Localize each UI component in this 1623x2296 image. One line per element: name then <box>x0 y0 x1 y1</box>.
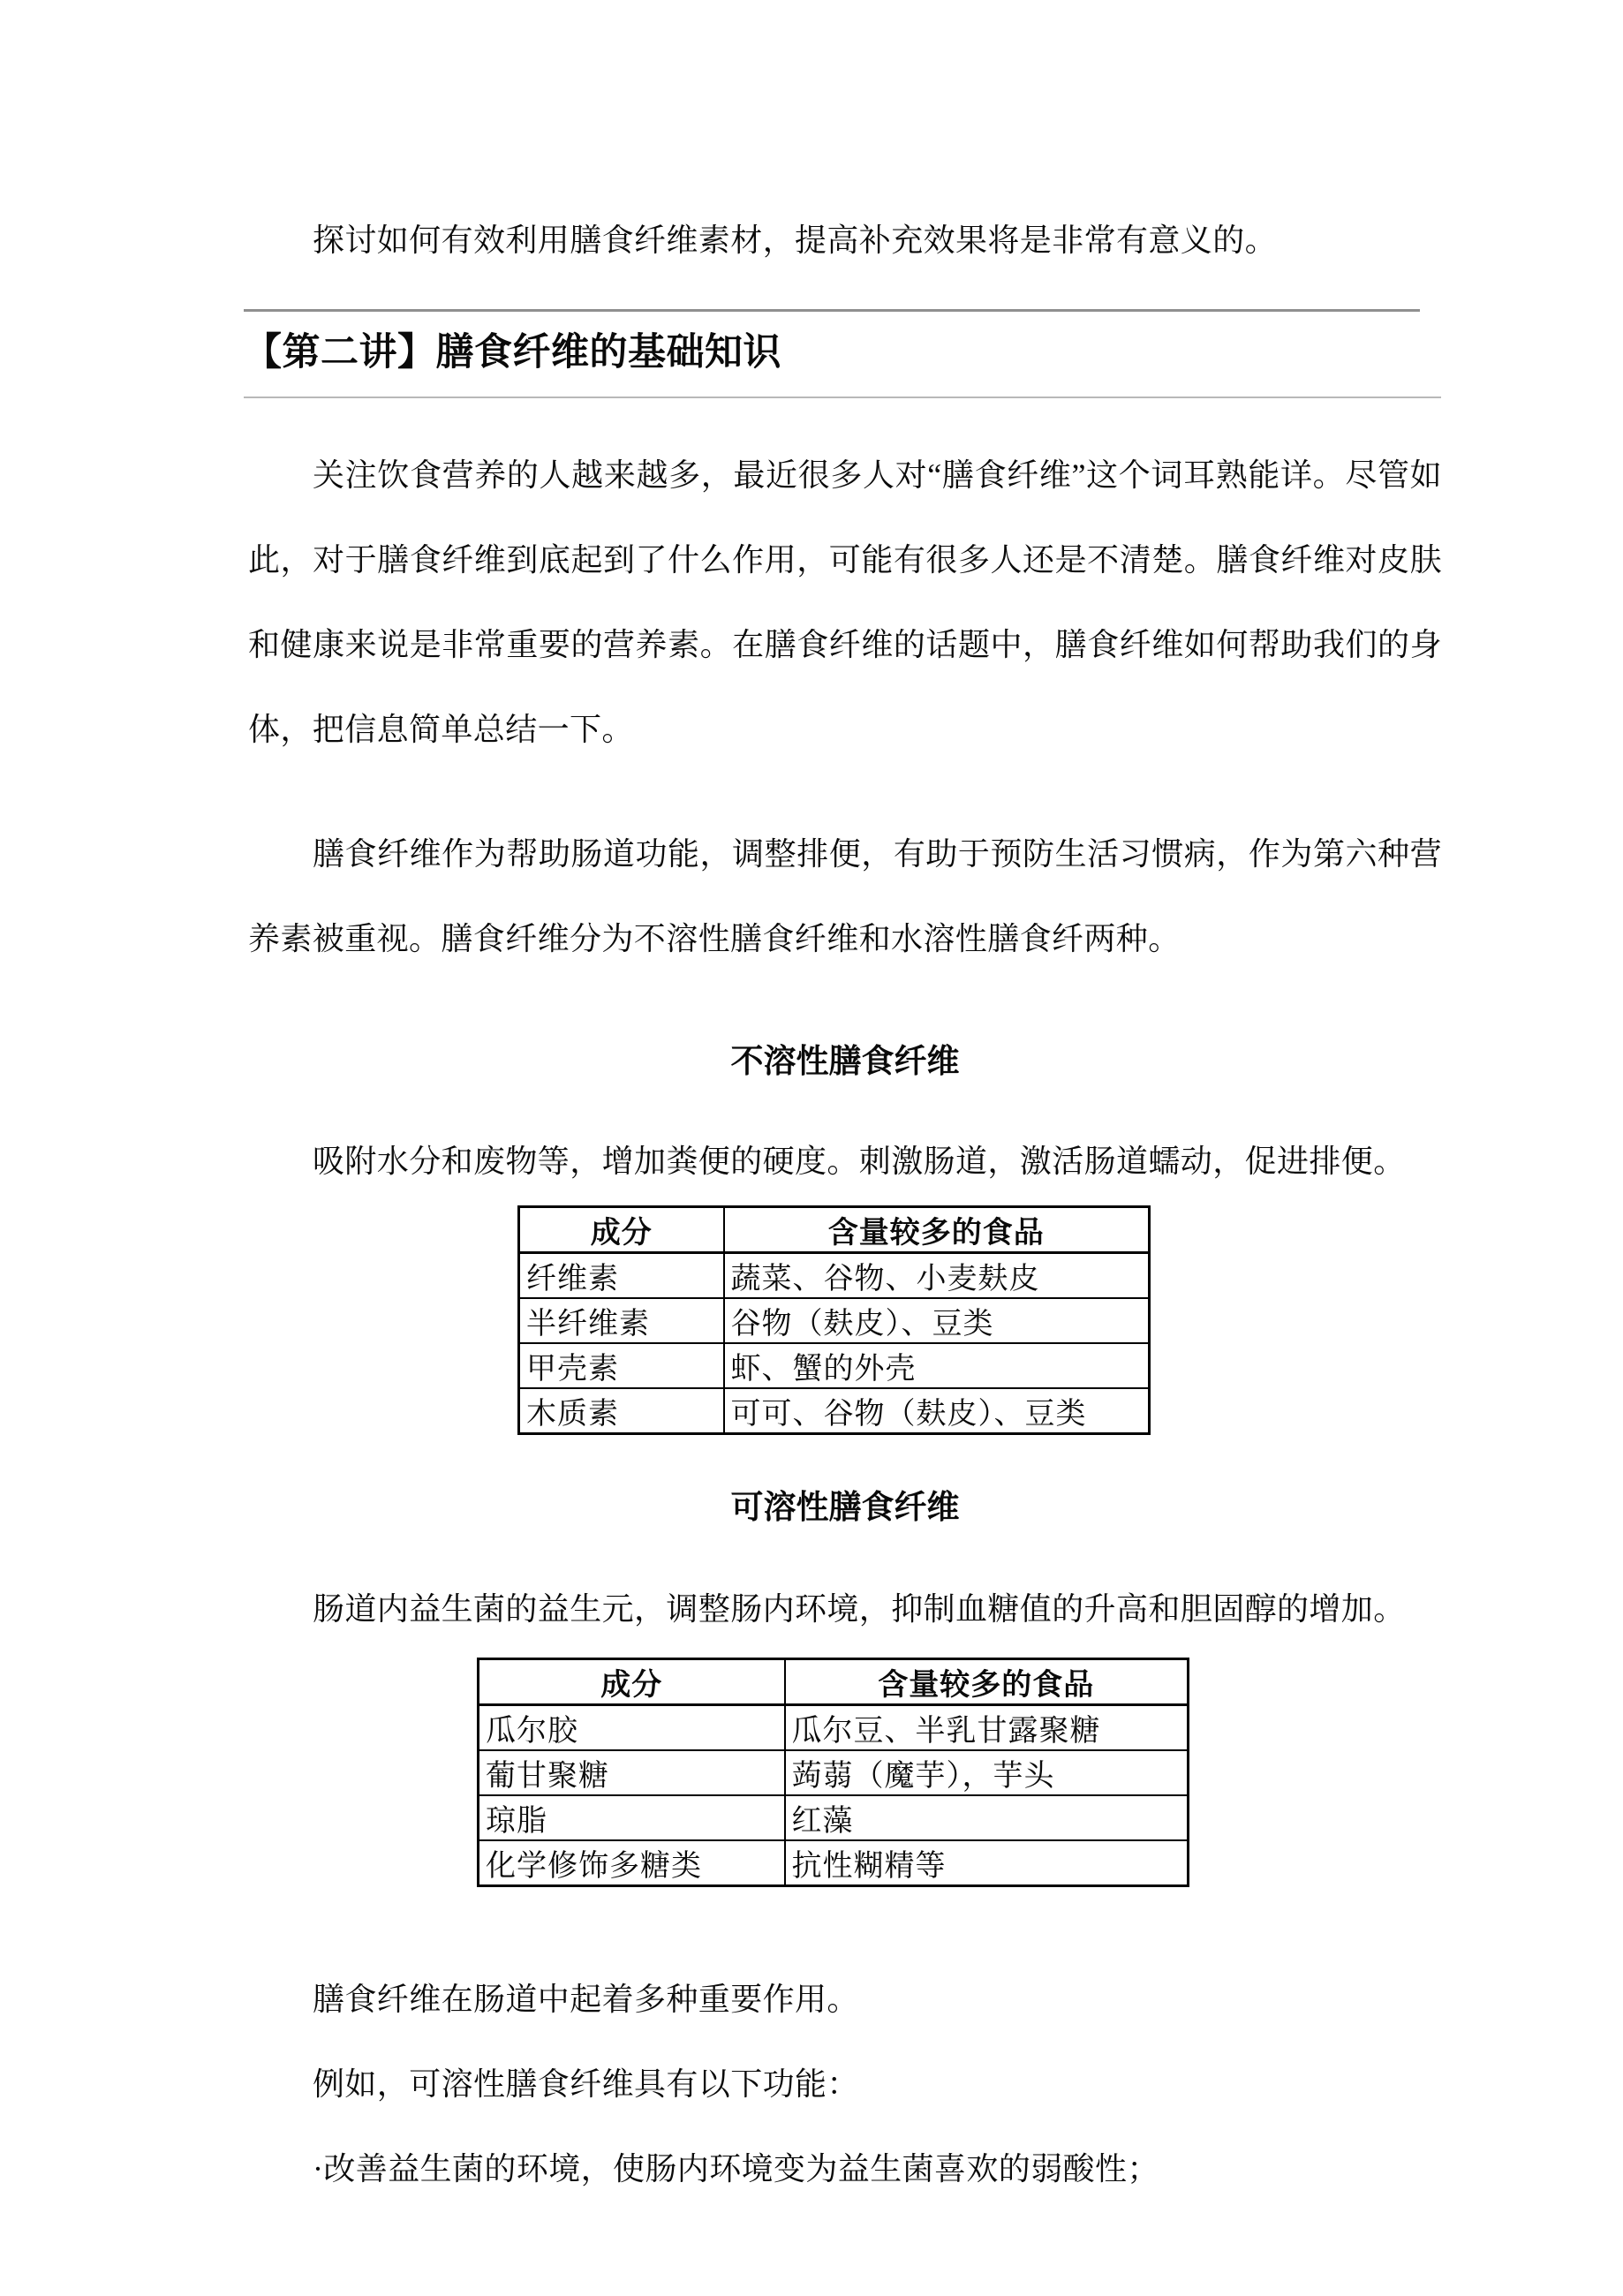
table-header-row <box>479 1659 1189 1705</box>
table-row <box>519 1298 1150 1343</box>
component-cell: 化学修饰多糖类 <box>479 1840 785 1886</box>
section-divider-bottom <box>244 397 1441 398</box>
insoluble-fiber-table <box>517 1205 1151 1435</box>
foods-cell: 谷物（麸皮）、豆类 <box>724 1298 1150 1343</box>
example-paragraph: 例如，可溶性膳食纤维具有以下功能： <box>313 2066 859 2102</box>
foods-cell: 虾、蟹的外壳 <box>724 1343 1150 1388</box>
roles-paragraph: 膳食纤维在肠道中起着多种重要作用。 <box>313 1982 859 2017</box>
foods-cell: 红藻 <box>785 1795 1189 1840</box>
table-row <box>479 1750 1189 1795</box>
sixth-nutrient-paragraph: 膳食纤维作为帮助肠道功能，调整排便，有助于预防生活习惯病，作为第六种营养素被重视。膳食纤维分为不溶性膳食纤维和水溶性膳食纤两种。 <box>248 836 1442 956</box>
overview-paragraph: 关注饮食营养的人越来越多，最近很多人对“膳食纤维”这个词耳熟能详。尽管如此，对于膳食纤维到底起到了什么作用，可能有很多人还是不清楚。膳食纤维对皮肤和健康来说是非常重要的营养素。在膳食纤维的话题中，膳食纤维如何帮助我们的身体，把信息简单总结一下。 <box>248 457 1442 747</box>
insoluble-fiber-title: 不溶性膳食纤维 <box>730 1044 960 1080</box>
component-header-cell: 成分 <box>479 1659 785 1705</box>
component-cell: 瓜尔胶 <box>479 1705 785 1751</box>
table-row <box>479 1795 1189 1840</box>
soluble-fiber-title: 可溶性膳食纤维 <box>730 1490 960 1526</box>
foods-cell: 瓜尔豆、半乳甘露聚糖 <box>785 1705 1189 1751</box>
component-cell: 木质素 <box>519 1388 724 1434</box>
foods-header-cell: 含量较多的食品 <box>724 1207 1150 1253</box>
table-row <box>519 1253 1150 1299</box>
bullet-item: ·改善益生菌的环境，使肠内环境变为益生菌喜欢的弱酸性； <box>313 2151 1159 2186</box>
component-cell: 葡甘聚糖 <box>479 1750 785 1795</box>
table-header-row <box>519 1207 1150 1253</box>
component-cell: 甲壳素 <box>519 1343 724 1388</box>
table-row <box>519 1388 1150 1434</box>
component-header-cell: 成分 <box>519 1207 724 1253</box>
foods-header-cell: 含量较多的食品 <box>785 1659 1189 1705</box>
foods-cell: 蒟蒻（魔芋），芋头 <box>785 1750 1189 1795</box>
component-cell: 纤维素 <box>519 1253 724 1299</box>
section-heading: 【第二讲】膳食纤维的基础知识 <box>244 332 781 374</box>
foods-cell: 蔬菜、谷物、小麦麸皮 <box>724 1253 1150 1299</box>
foods-cell: 抗性糊精等 <box>785 1840 1189 1886</box>
table-row <box>479 1705 1189 1751</box>
intro-paragraph: 探讨如何有效利用膳食纤维素材，提高补充效果将是非常有意义的。 <box>313 223 1278 258</box>
soluble-fiber-table <box>477 1658 1189 1887</box>
insoluble-fiber-desc: 吸附水分和废物等，增加粪便的硬度。刺激肠道，激活肠道蠕动，促进排便。 <box>313 1144 1406 1179</box>
component-cell: 琼脂 <box>479 1795 785 1840</box>
table-row <box>479 1840 1189 1886</box>
foods-cell: 可可、谷物（麸皮）、豆类 <box>724 1388 1150 1434</box>
component-cell: 半纤维素 <box>519 1298 724 1343</box>
soluble-fiber-desc: 肠道内益生菌的益生元，调整肠内环境，抑制血糖值的升高和胆固醇的增加。 <box>313 1591 1406 1627</box>
table-row <box>519 1343 1150 1388</box>
